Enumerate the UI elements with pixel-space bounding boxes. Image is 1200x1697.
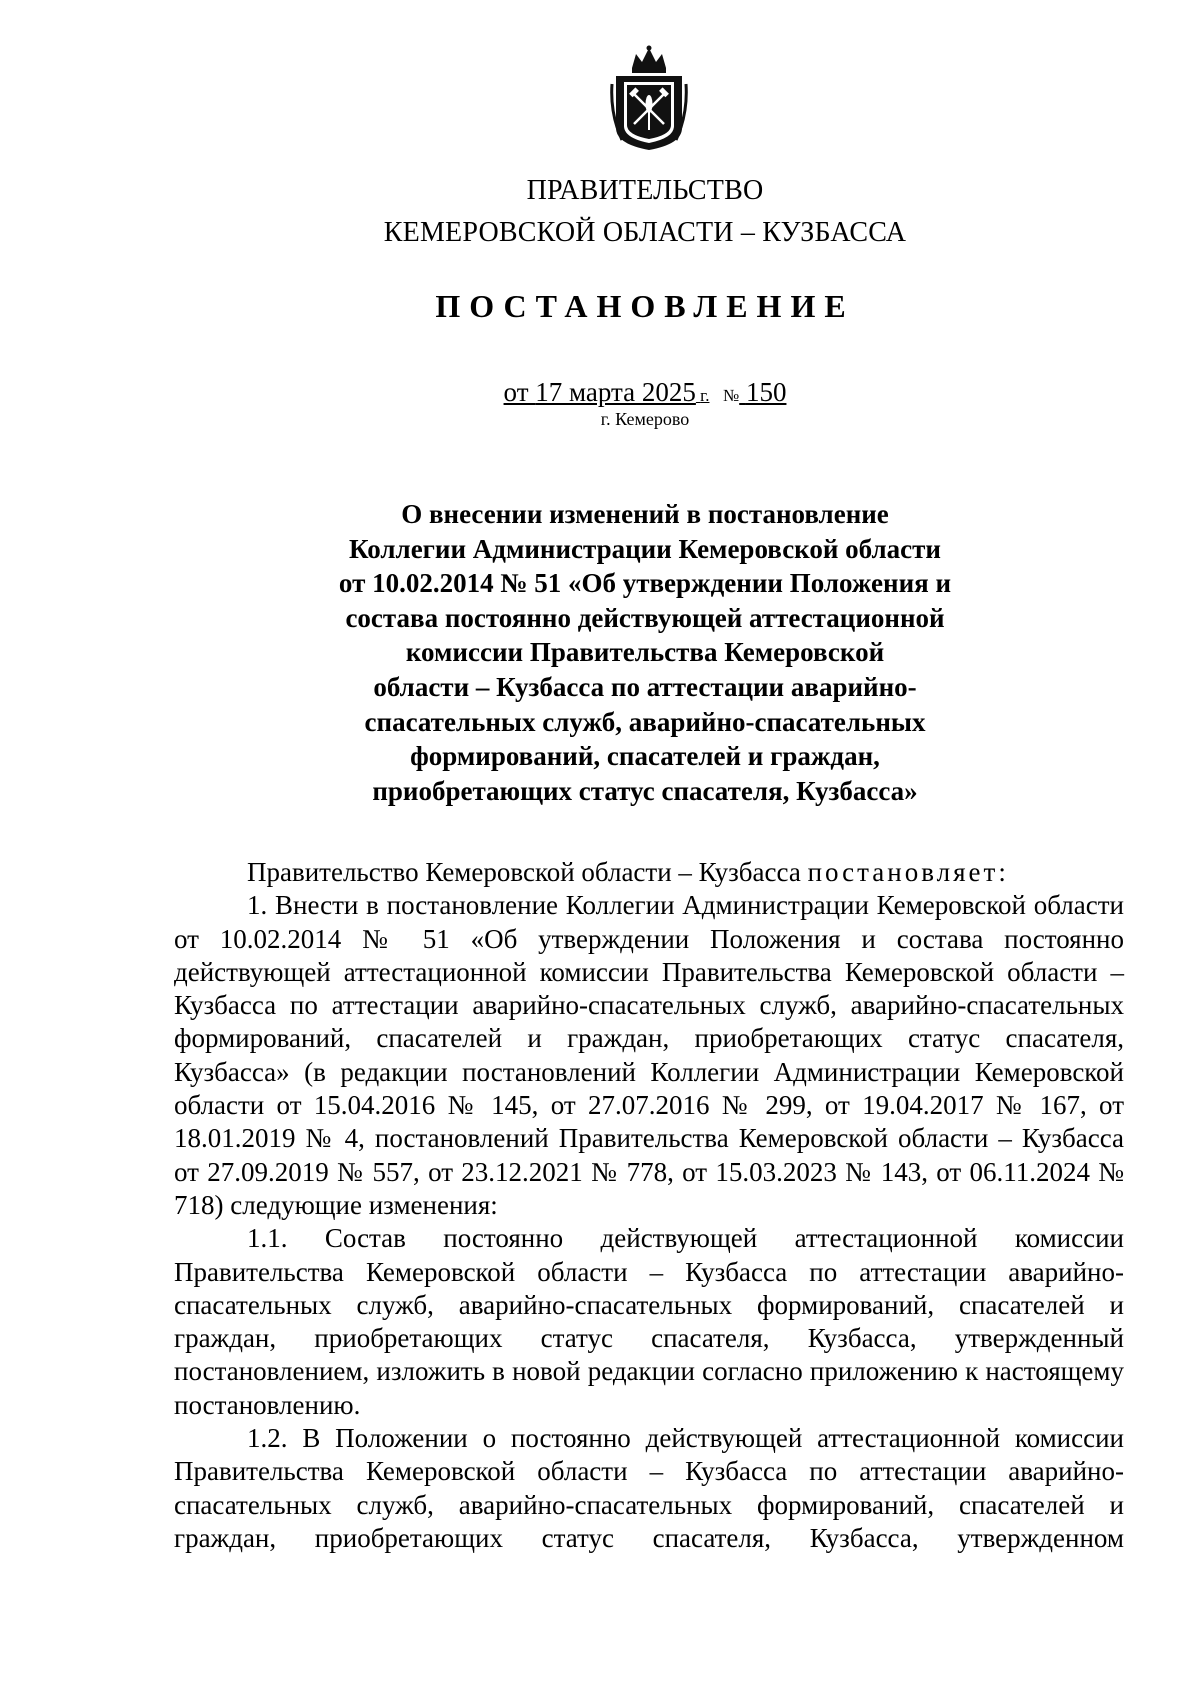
kemerovo-coat-of-arms-icon: [610, 44, 688, 152]
government-name-line1: ПРАВИТЕЛЬСТВО: [526, 175, 764, 206]
city: г. Кемерово: [600, 409, 690, 429]
paragraph-1: 1. Внести в постановление Коллегии Администрации Кемеровской области от 10.02.2014 № 51 «Об утверждении Положения и состава постоянно действующей аттестационной комиссии Правительства Кемеровской области – Кузбасса по аттестации аварийно-спасательных служб, аварийно-спасательных формирований, спасателей и граждан, приобретающих статус спасателя, Кузбасса» (в редакции постановлений Коллегии Администрации Кемеровской области от 15.04.2016 № 145, от 27.07.2016 № 299, от 19.04.2017 № 167, от 18.01.2019 № 4, постановлений Правительства Кемеровской области – Кузбасса от 27.09.2019 № 557, от 23.12.2021 № 778, от 15.03.2023 № 143, от 06.11.2024 № 718) следующие изменения:: [174, 890, 1124, 1220]
document-title: [320, 497, 970, 808]
intro-colon: :: [998, 857, 1006, 887]
title-line: спасательных служб, аварийно-спасательных: [364, 706, 926, 737]
title-line: состава постоянно действующей аттестационной: [345, 602, 945, 633]
date-prefix: от: [503, 377, 529, 407]
title-line: Коллегии Администрации Кемеровской области: [349, 533, 941, 564]
government-name-line2: КЕМЕРОВСКОЙ ОБЛАСТИ – КУЗБАССА: [383, 217, 907, 248]
number-sign: №: [722, 386, 740, 405]
date-value: 17 марта 2025: [535, 377, 696, 407]
date-number-line: [0, 376, 1200, 412]
paragraph-1-2: 1.2. В Положении о постоянно действующей аттестационной комиссии Правительства Кемеровской области – Кузбасса по аттестации аварийно-спасательных служб, аварийно-спасательных формирований, спасателей и граждан, приобретающих статус спасателя, Кузбасса, утвержденном: [174, 1423, 1124, 1553]
year-suffix: г.: [700, 386, 710, 405]
title-line: формирований, спасателей и граждан,: [410, 741, 880, 772]
title-line: приобретающих статус спасателя, Кузбасса»: [372, 775, 918, 806]
document-number: 150: [745, 377, 787, 407]
title-line: области – Кузбасса по аттестации аварийно-: [373, 671, 917, 702]
document-body: [174, 856, 1124, 1555]
intro-verb: постановляет: [807, 857, 999, 887]
title-line: комиссии Правительства Кемеровской: [405, 637, 885, 668]
title-line: от 10.02.2014 № 51 «Об утверждении Положения и: [338, 568, 952, 599]
title-line: О внесении изменений в постановление: [401, 499, 889, 529]
intro-paragraph: [174, 856, 1124, 889]
document-type: ПОСТАНОВЛЕНИЕ: [435, 288, 855, 324]
intro-text: Правительство Кемеровской области – Кузбасса: [247, 857, 808, 887]
paragraph-1-1: 1.1. Состав постоянно действующей аттестационной комиссии Правительства Кемеровской области – Кузбасса по аттестации аварийно-спасательных служб, аварийно-спасательных формирований, спасателей и граждан, приобретающих статус спасателя, Кузбасса, утвержденный постановлением, изложить в новой редакции согласно приложению к настоящему постановлению.: [174, 1223, 1124, 1420]
